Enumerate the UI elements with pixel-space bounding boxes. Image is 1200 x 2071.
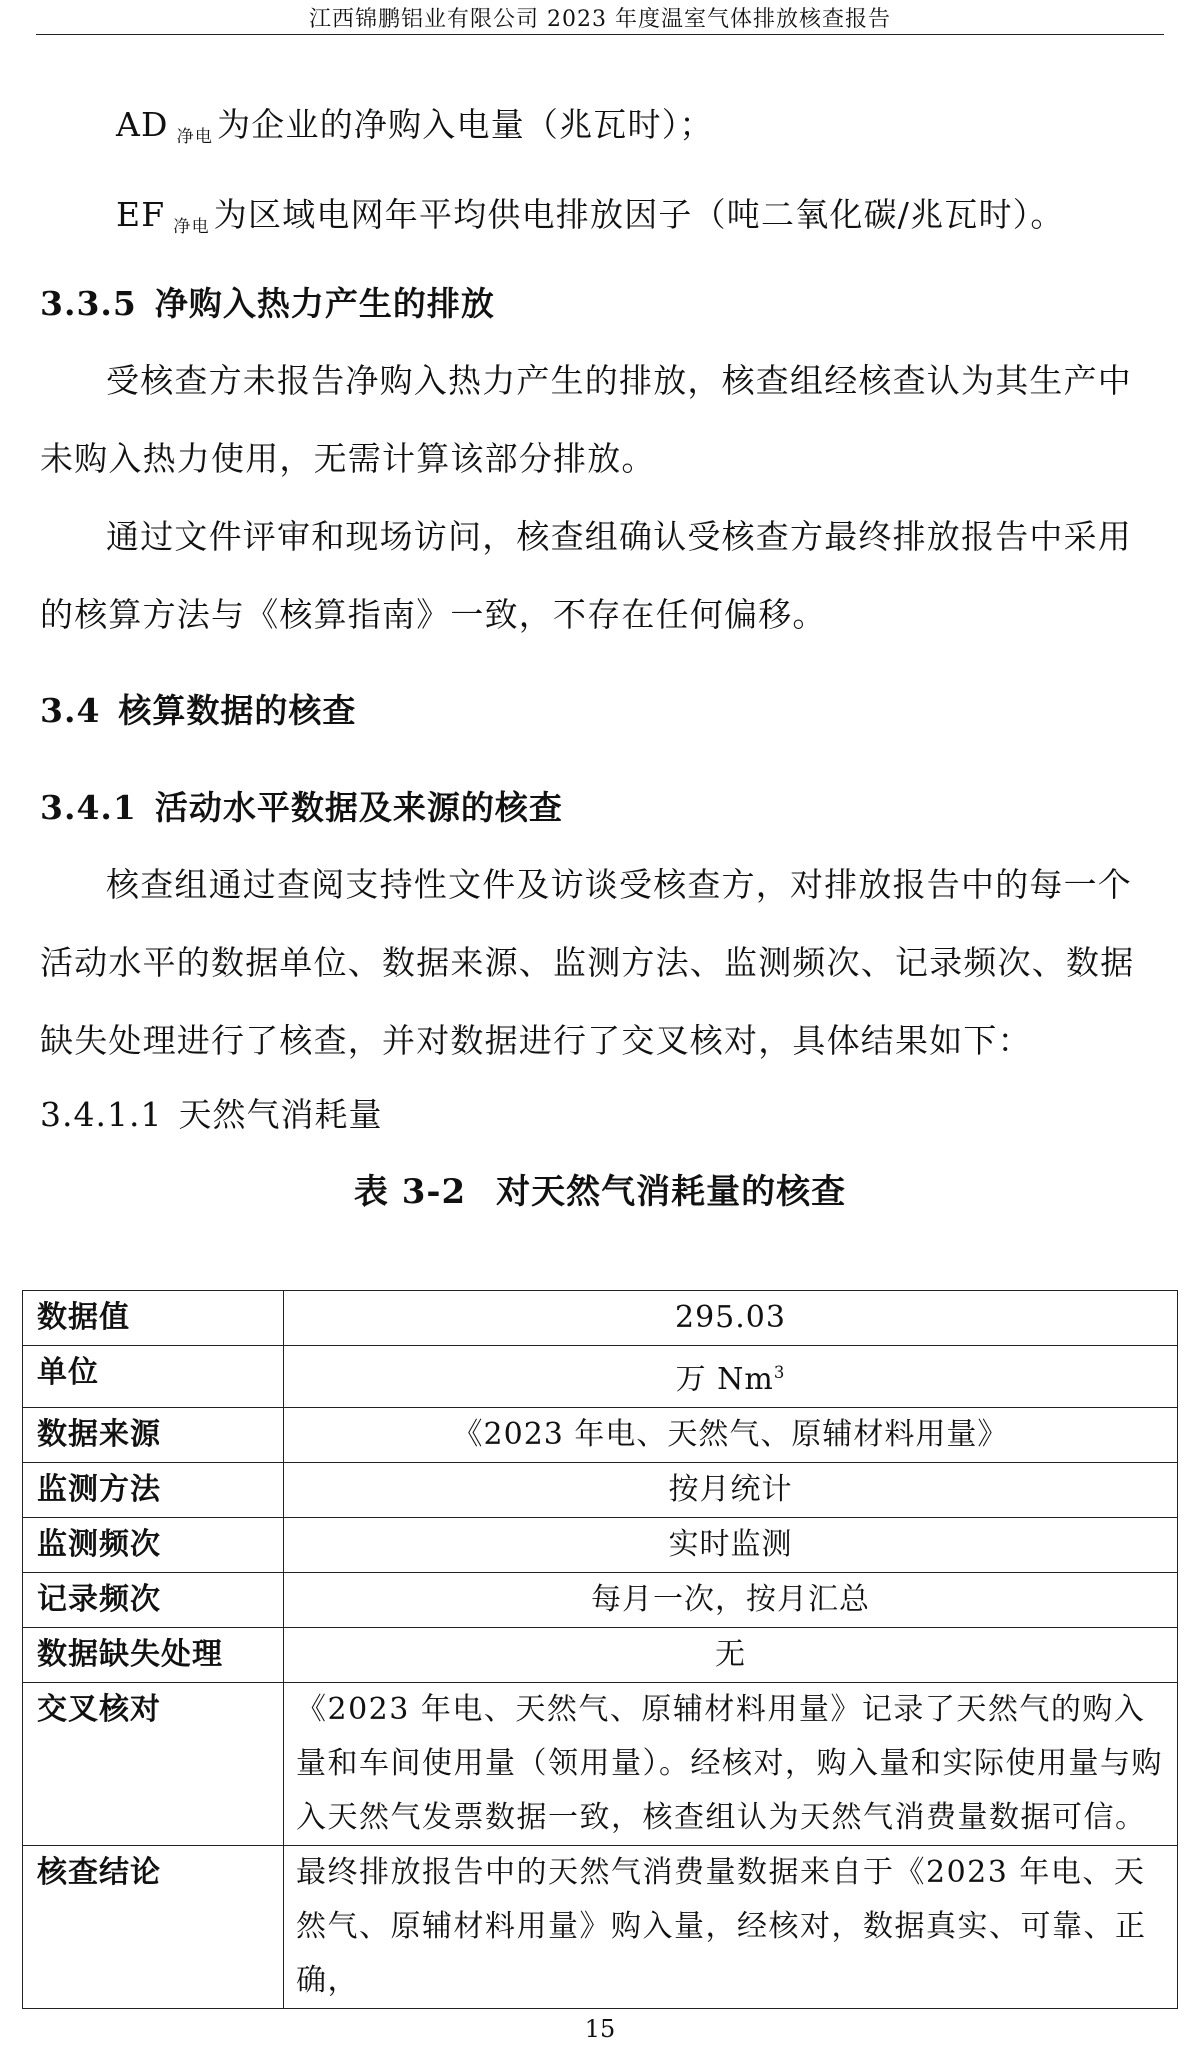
row-label: 监测频次 bbox=[23, 1518, 284, 1573]
document-body bbox=[40, 86, 1160, 1230]
row-value: 每月一次，按月汇总 bbox=[284, 1573, 1178, 1628]
table-row bbox=[23, 1346, 1178, 1408]
table-row bbox=[23, 1628, 1178, 1683]
table-caption-number: 表 3-2 bbox=[353, 1172, 467, 1212]
table-caption bbox=[40, 1154, 1160, 1230]
definition-ad bbox=[40, 86, 1160, 176]
table-row bbox=[23, 1846, 1178, 2009]
section-title: 天然气消耗量 bbox=[178, 1095, 383, 1134]
section-number: 3.4.1 bbox=[40, 788, 137, 827]
definition-ef bbox=[40, 176, 1160, 266]
section-3-4-1-1-heading bbox=[40, 1080, 1160, 1150]
table-row bbox=[23, 1291, 1178, 1346]
unit-superscript: 3 bbox=[773, 1363, 786, 1382]
section-number: 3.3.5 bbox=[40, 284, 137, 323]
row-value: 《2023 年电、天然气、原辅材料用量》 bbox=[284, 1408, 1178, 1463]
definition-ad-text: 为企业的净购入电量（兆瓦时）； bbox=[217, 105, 714, 144]
section-3-4-heading bbox=[40, 672, 1160, 750]
row-value: 295.03 bbox=[284, 1291, 1178, 1346]
paragraph-method-consistency: 通过文件评审和现场访问，核查组确认受核查方最终排放报告中采用的核算方法与《核算指南》一致，不存在任何偏移。 bbox=[40, 517, 1132, 634]
row-label: 交叉核对 bbox=[23, 1683, 284, 1846]
table-row bbox=[23, 1518, 1178, 1573]
row-label: 单位 bbox=[23, 1346, 284, 1408]
section-3-4-1-heading bbox=[40, 770, 1160, 846]
section-number: 3.4 bbox=[40, 691, 101, 730]
row-value: 《2023 年电、天然气、原辅材料用量》记录了天然气的购入量和车间使用量（领用量）。经核对，购入量和实际使用量与购入天然气发票数据一致，核查组认为天然气消费量数据可信。 bbox=[284, 1683, 1178, 1846]
paragraph-heat-emission: 受核查方未报告净购入热力产生的排放，核查组经核查认为其生产中未购入热力使用，无需计算该部分排放。 bbox=[40, 361, 1132, 478]
row-label: 数据缺失处理 bbox=[23, 1628, 284, 1683]
row-label: 监测方法 bbox=[23, 1463, 284, 1518]
definition-ef-text: 为区域电网年平均供电排放因子（吨二氧化碳/兆瓦时）。 bbox=[213, 195, 1065, 234]
section-title: 净购入热力产生的排放 bbox=[154, 284, 495, 323]
table-row bbox=[23, 1408, 1178, 1463]
page-number: 15 bbox=[584, 2015, 616, 2043]
row-label: 数据来源 bbox=[23, 1408, 284, 1463]
section-title: 核算数据的核查 bbox=[118, 691, 357, 730]
row-value: 无 bbox=[284, 1628, 1178, 1683]
row-label: 记录频次 bbox=[23, 1573, 284, 1628]
row-value: 按月统计 bbox=[284, 1463, 1178, 1518]
definition-ad-subscript: 净电 bbox=[176, 127, 214, 147]
section-3-3-5-heading bbox=[40, 266, 1160, 342]
definition-ef-symbol: EF bbox=[116, 195, 166, 234]
row-value-unit bbox=[284, 1346, 1178, 1408]
section-title: 活动水平数据及来源的核查 bbox=[154, 788, 563, 827]
section-number: 3.4.1.1 bbox=[40, 1095, 163, 1134]
row-label: 数据值 bbox=[23, 1291, 284, 1346]
row-value: 最终排放报告中的天然气消费量数据来自于《2023 年电、天然气、原辅材料用量》购入量，经核对，数据真实、可靠、正确， bbox=[284, 1846, 1178, 2009]
table-row bbox=[23, 1683, 1178, 1846]
page-header: 江西锦鹏铝业有限公司 2023 年度温室气体排放核查报告 bbox=[36, 6, 1164, 35]
row-label: 核查结论 bbox=[23, 1846, 284, 2009]
unit-text: 万 Nm bbox=[675, 1362, 774, 1397]
definition-ad-symbol: AD bbox=[116, 105, 169, 144]
paragraph-activity-data: 核查组通过查阅支持性文件及访谈受核查方，对排放报告中的每一个活动水平的数据单位、数据来源、监测方法、监测频次、记录频次、数据缺失处理进行了核查，并对数据进行了交叉核对，具体结果如下： bbox=[40, 865, 1135, 1060]
natural-gas-check-table bbox=[22, 1290, 1178, 2009]
table-row bbox=[23, 1463, 1178, 1518]
table-caption-title: 对天然气消耗量的核查 bbox=[496, 1172, 847, 1212]
row-value: 实时监测 bbox=[284, 1518, 1178, 1573]
definition-ef-subscript: 净电 bbox=[173, 217, 210, 237]
table-row bbox=[23, 1573, 1178, 1628]
